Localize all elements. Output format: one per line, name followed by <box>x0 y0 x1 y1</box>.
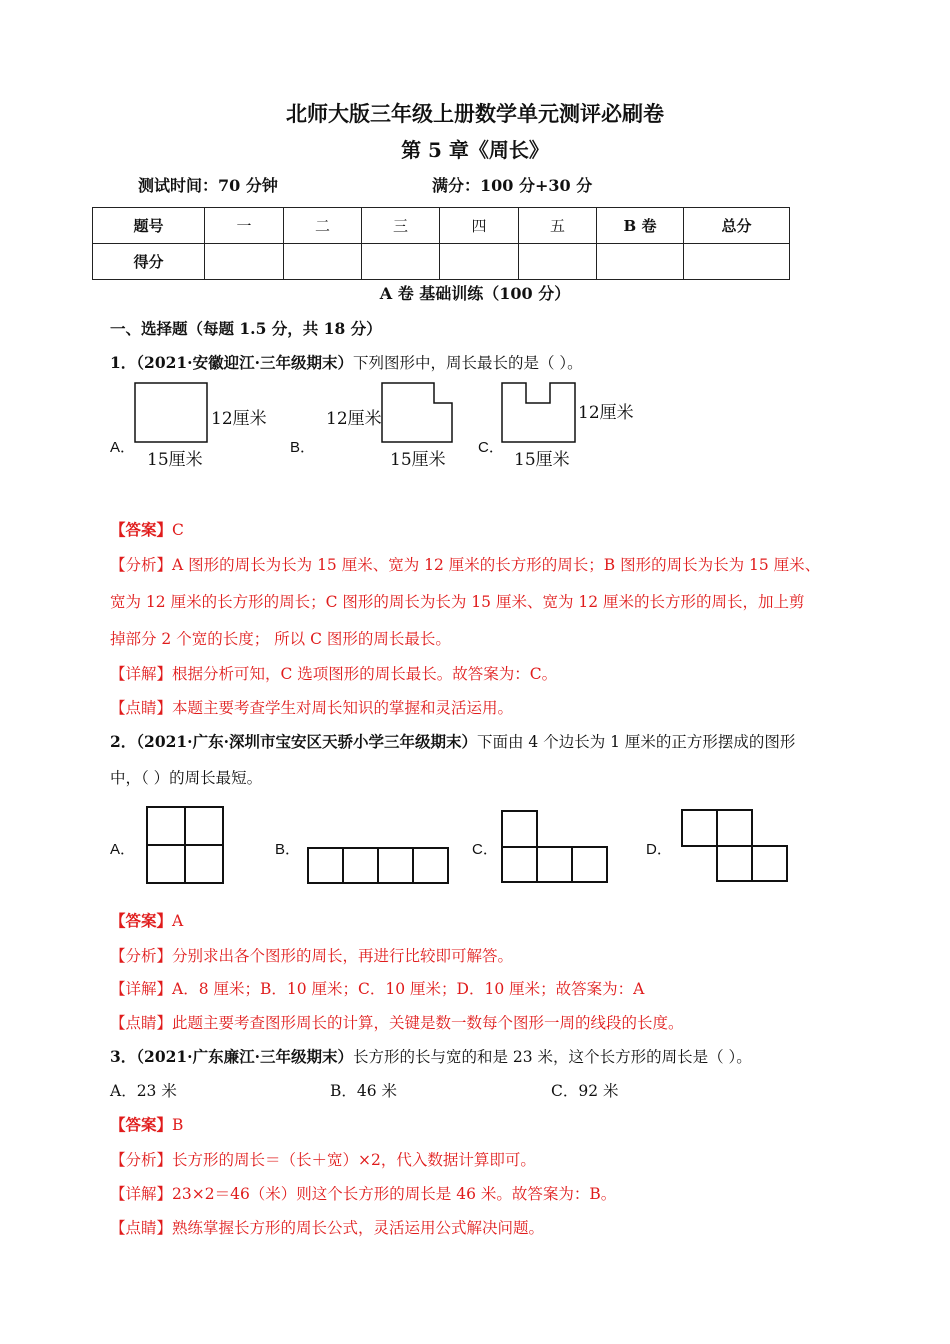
figure-d-s-shape <box>682 810 787 881</box>
q1-point <box>110 696 513 718</box>
q2-point <box>110 1011 684 1033</box>
figure-a-square-2x2 <box>147 807 223 883</box>
question-2 <box>110 730 795 752</box>
q1-detail <box>110 662 557 684</box>
q3-detail <box>110 1182 616 1204</box>
score-input-cell <box>205 244 284 280</box>
option-a: A． <box>110 841 136 858</box>
figure-b-length-label: 15厘米 <box>390 450 446 470</box>
figure-a-rectangle <box>135 383 207 442</box>
option-b: B． <box>290 439 316 456</box>
question-stem: 下列图形中，周长最长的是（ ）。 <box>352 354 583 372</box>
question-number: 2． <box>110 732 137 751</box>
q2-detail <box>110 977 644 999</box>
option-c: C． <box>472 841 498 858</box>
table-row <box>93 244 790 280</box>
score-input-cell <box>684 244 790 280</box>
score-input-cell <box>284 244 362 280</box>
figure-a-length-label: 15厘米 <box>147 450 203 470</box>
chapter-title: 第 5 章《周长》 <box>401 138 549 162</box>
question-stem: 下面由 4 个边长为 1 厘米的正方形摆成的图形 <box>476 733 796 751</box>
table-cell: 得分 <box>93 244 205 280</box>
table-cell: 二 <box>284 208 362 244</box>
detail-tag: 【详解】 <box>110 980 173 998</box>
table-cell: 一 <box>205 208 284 244</box>
option-a: A． <box>110 439 136 456</box>
answer-value: C <box>172 521 184 539</box>
answer-tag: 【答案】 <box>110 520 173 539</box>
figure-c-width-label: 12厘米 <box>578 403 634 423</box>
analysis-tag: 【分析】 <box>110 1151 173 1169</box>
part1-title: 一、选择题（每题 1.5 分，共 18 分） <box>110 319 382 338</box>
figure-b-shape <box>382 383 452 442</box>
question-2-stem-2: 中，（ ）的周长最短。 <box>110 769 263 787</box>
option-c: C． <box>478 439 504 456</box>
q3-analysis <box>110 1148 536 1170</box>
figure-b-row-of-four <box>308 848 448 883</box>
point-tag: 【点睛】 <box>110 1014 173 1032</box>
figure-a-width-label: 12厘米 <box>211 409 267 429</box>
answer-value: A <box>172 912 184 930</box>
table-cell: B 卷 <box>597 208 684 244</box>
section-a-title: A 卷 基础训练（100 分） <box>379 284 571 303</box>
point-text: 此题主要考查图形周长的计算，关键是数一数每个图形一周的线段的长度。 <box>172 1014 684 1032</box>
score-input-cell <box>597 244 684 280</box>
q1-analysis-2: 宽为 12 厘米的长方形的周长；C 图形的周长为长为 15 厘米、宽为 12 厘米的长方形的周长，加上剪 <box>110 593 805 611</box>
detail-text: 根据分析可知，C 选项图形的周长最长。故答案为：C。 <box>172 665 558 683</box>
q2-answer <box>110 909 183 931</box>
figure-c-l-shape <box>502 811 607 882</box>
q1-answer <box>110 518 184 540</box>
q3-point <box>110 1216 544 1238</box>
page-title: 北师大版三年级上册数学单元测评必刷卷 <box>286 101 664 126</box>
q1-figures <box>0 370 950 480</box>
table-cell: 三 <box>362 208 440 244</box>
option-c: C．92 米 <box>551 1082 619 1100</box>
figure-b-width-label: 12厘米 <box>326 409 382 429</box>
answer-tag: 【答案】 <box>110 1115 173 1134</box>
answer-value: B <box>172 1116 184 1134</box>
detail-text: A．8 厘米；B．10 厘米；C．10 厘米；D．10 厘米；故答案为：A <box>172 980 645 998</box>
analysis-tag: 【分析】 <box>110 556 173 574</box>
table-row <box>93 208 790 244</box>
score-input-cell <box>362 244 440 280</box>
option-a: A．23 米 <box>110 1082 177 1100</box>
score-table <box>92 207 790 280</box>
option-d: D． <box>646 841 672 858</box>
point-text: 熟练掌握长方形的周长公式，灵活运用公式解决问题。 <box>172 1219 545 1237</box>
detail-tag: 【详解】 <box>110 665 173 683</box>
q2-figures <box>0 800 950 890</box>
question-3 <box>110 1045 752 1067</box>
answer-tag: 【答案】 <box>110 911 173 930</box>
question-source: （2021·广东·深圳市宝安区天骄小学三年级期末） <box>136 732 477 751</box>
table-cell: 四 <box>440 208 519 244</box>
q1-analysis-3: 掉部分 2 个宽的长度； 所以 C 图形的周长最长。 <box>110 630 451 648</box>
detail-tag: 【详解】 <box>110 1185 173 1203</box>
q1-analysis-1 <box>110 553 820 575</box>
score-input-cell <box>440 244 519 280</box>
analysis-text: 长方形的周长＝（长＋宽）×2，代入数据计算即可。 <box>172 1151 536 1169</box>
question-source: （2021·广东廉江·三年级期末） <box>136 1047 353 1066</box>
figure-c-shape <box>502 383 575 442</box>
question-source: （2021·安徽迎江·三年级期末） <box>136 353 353 372</box>
question-stem: 长方形的长与宽的和是 23 米，这个长方形的周长是（ ）。 <box>352 1048 752 1066</box>
question-number: 3． <box>110 1047 137 1066</box>
table-cell: 题号 <box>93 208 205 244</box>
detail-text: 23×2＝46（米）则这个长方形的周长是 46 米。故答案为：B。 <box>172 1185 617 1203</box>
point-tag: 【点睛】 <box>110 699 173 717</box>
analysis-tag: 【分析】 <box>110 947 173 965</box>
point-tag: 【点睛】 <box>110 1219 173 1237</box>
option-b: B．46 米 <box>330 1082 398 1100</box>
question-number: 1． <box>110 353 137 372</box>
q2-analysis <box>110 944 513 966</box>
full-score: 满分：100 分+30 分 <box>432 176 593 195</box>
q3-answer <box>110 1113 183 1135</box>
table-cell: 总分 <box>684 208 790 244</box>
point-text: 本题主要考查学生对周长知识的掌握和灵活运用。 <box>172 699 514 717</box>
score-input-cell <box>519 244 597 280</box>
table-cell: 五 <box>519 208 597 244</box>
test-time: 测试时间：70 分钟 <box>138 176 278 195</box>
analysis-text: A 图形的周长为长为 15 厘米、宽为 12 厘米的长方形的周长；B 图形的周长为长为 15 厘米、 <box>172 556 821 574</box>
figure-c-length-label: 15厘米 <box>514 450 570 470</box>
analysis-text: 分别求出各个图形的周长，再进行比较即可解答。 <box>172 947 514 965</box>
option-b: B． <box>275 841 301 858</box>
